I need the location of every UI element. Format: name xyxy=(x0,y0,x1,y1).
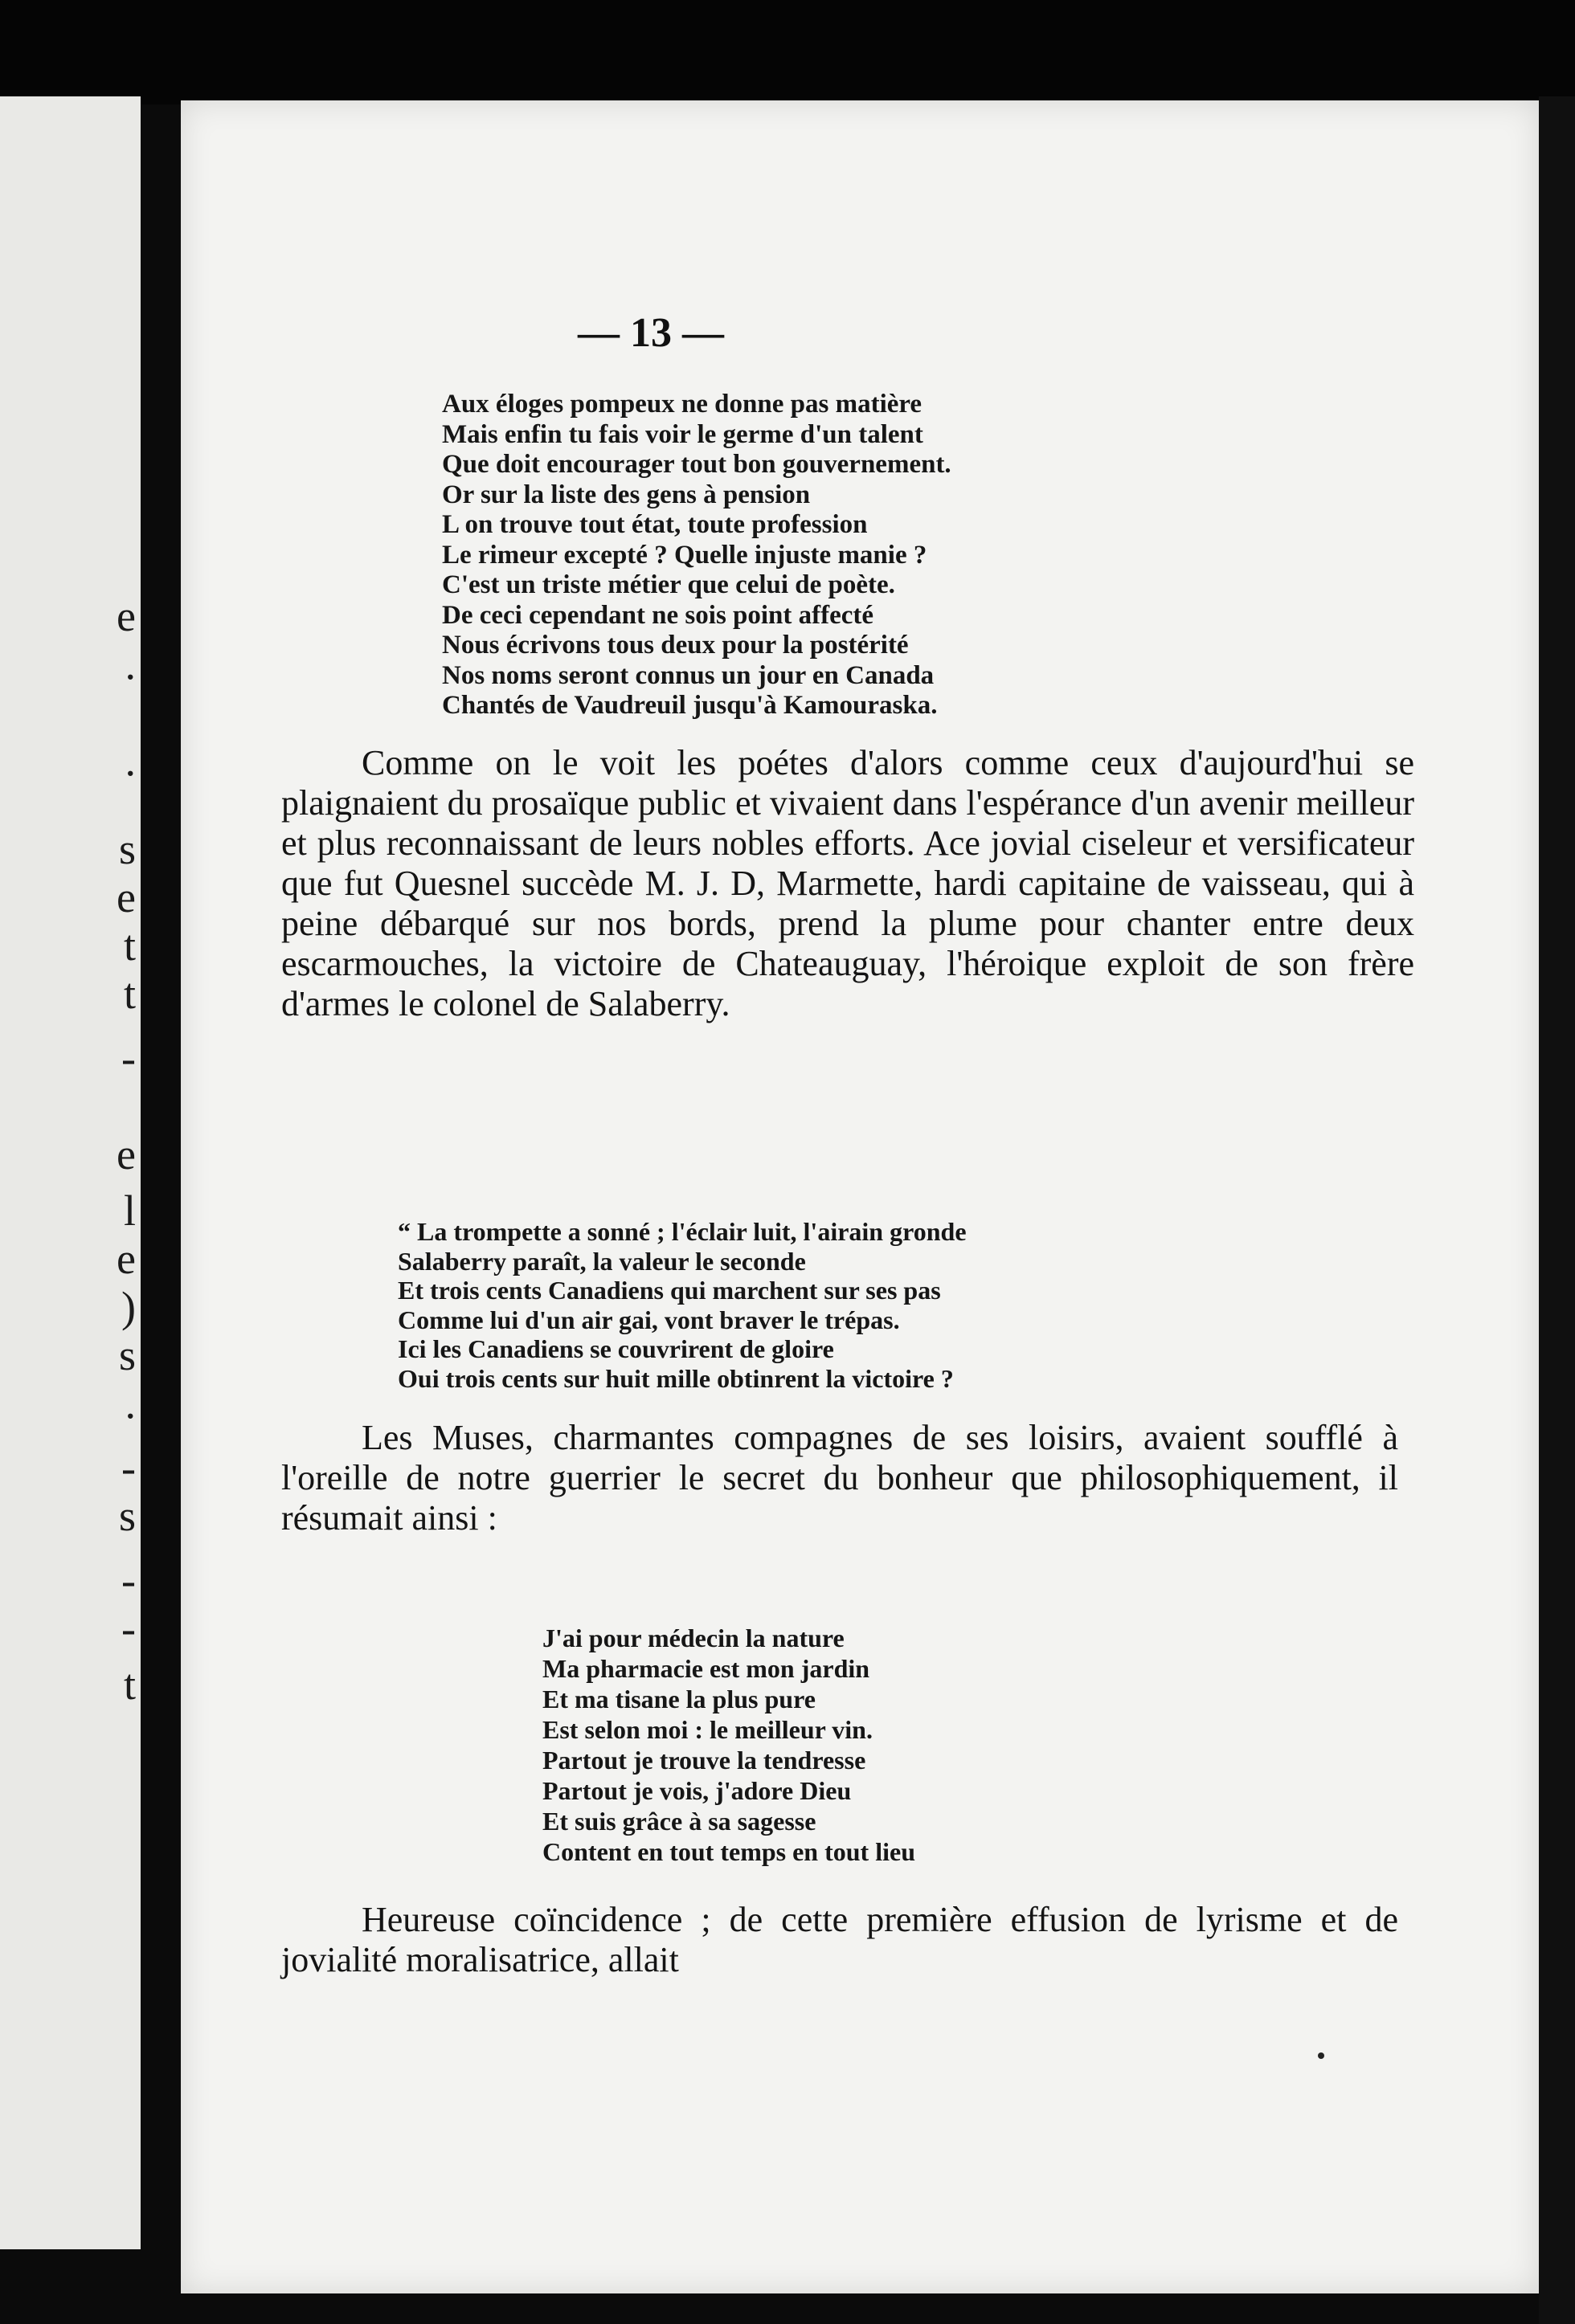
verse-line: Aux éloges pompeux ne donne pas matière xyxy=(442,390,922,419)
verse-line: Et trois cents Canadiens qui marchent sur ses pas xyxy=(398,1276,941,1305)
edge-char: t xyxy=(123,921,136,970)
edge-char: ) xyxy=(121,1283,136,1331)
verse-line: Que doit encourager tout bon gouvernement. xyxy=(442,450,951,479)
verse-line: Content en tout temps en tout lieu xyxy=(542,1837,915,1866)
poem-1 xyxy=(442,390,951,721)
verse-line: Mais enfin tu fais voir le germe d'un talent xyxy=(442,419,923,449)
edge-char: t xyxy=(123,970,136,1018)
edge-char: - xyxy=(121,1444,136,1492)
verse-line: “ La trompette a sonné ; l'éclair luit, l'airain gronde xyxy=(398,1217,967,1246)
page-number: — 13 — xyxy=(578,310,724,356)
verse-line: Salaberry paraît, la valeur le seconde xyxy=(398,1246,806,1276)
verse-line: De ceci cependant ne sois point affecté xyxy=(442,600,874,630)
document-page xyxy=(181,100,1539,2293)
paragraph-text: Les Muses, charmantes compagnes de ses loisirs, avaient soufflé à l'oreille de notre guerrier le secret du bonheur que philosophiquement, il résumait ainsi : xyxy=(281,1418,1398,1538)
verse-line: Nous écrivons tous deux pour la postérité xyxy=(442,631,909,660)
edge-char: e xyxy=(117,873,136,921)
verse-line: Comme lui d'un air gai, vont braver le trépas. xyxy=(398,1305,900,1334)
poem-2 xyxy=(398,1217,967,1393)
edge-char: - xyxy=(121,1604,136,1652)
paragraph-3 xyxy=(281,1900,1398,1980)
verse-line: Or sur la liste des gens à pension xyxy=(442,480,811,509)
scan-right-border xyxy=(1539,96,1575,2324)
verse-line: Et suis grâce à sa sagesse xyxy=(542,1807,816,1836)
verse-line: L on trouve tout état, toute profession xyxy=(442,510,868,539)
edge-char: l xyxy=(123,1187,136,1235)
paragraph-text: Heureuse coïncidence ; de cette première effusion de lyrisme et de jovialité moralisatrice, allait xyxy=(281,1900,1398,1979)
paragraph-text: Comme on le voit les poétes d'alors comme ceux d'aujourd'hui se plaignaient du prosaïque public et vivaient dans l'espérance d'un avenir meilleur et plus reconnaissant de leurs nobles efforts. Ace jovial ciseleur et versificateur que fut Quesnel succède M. J. D, Marmette, hardi capitaine de vaisseau, qui à peine débarqué sur nos bords, prend la plume pour chanter entre deux escarmouches, la victoire de Chateauguay, l'héroique exploit de son frère d'armes le colonel de Salaberry. xyxy=(281,743,1414,1023)
scan-top-border xyxy=(0,0,1575,104)
adjacent-page-edge xyxy=(0,96,141,2249)
verse-line: J'ai pour médecin la nature xyxy=(542,1624,845,1652)
verse-line: Le rimeur excepté ? Quelle injuste manie ? xyxy=(442,540,927,570)
verse-line: Et ma tisane la plus pure xyxy=(542,1685,816,1713)
edge-char: . xyxy=(125,1379,136,1427)
edge-char: t xyxy=(123,1660,136,1709)
ink-speck xyxy=(1318,2052,1324,2059)
edge-char: s xyxy=(118,1492,136,1540)
verse-line: Partout je trouve la tendresse xyxy=(542,1746,866,1775)
verse-line: Oui trois cents sur huit mille obtinrent la victoire ? xyxy=(398,1363,954,1393)
paragraph-1 xyxy=(281,743,1414,1024)
edge-char: - xyxy=(121,1556,136,1604)
verse-line: Chantés de Vaudreuil jusqu'à Kamouraska. xyxy=(442,691,938,720)
edge-char: . xyxy=(125,640,136,688)
verse-line: Est selon moi : le meilleur vin. xyxy=(542,1715,873,1744)
verse-line: Ma pharmacie est mon jardin xyxy=(542,1654,870,1683)
edge-char: e xyxy=(117,1130,136,1178)
paragraph-2 xyxy=(281,1418,1398,1538)
verse-line: Nos noms seront connus un jour en Canada xyxy=(442,660,935,690)
verse-line: Partout je vois, j'adore Dieu xyxy=(542,1776,852,1805)
edge-char: s xyxy=(118,825,136,873)
verse-line: C'est un triste métier que celui de poète. xyxy=(442,570,895,599)
edge-char: e xyxy=(117,592,136,640)
edge-char: e xyxy=(117,1235,136,1283)
verse-line: Ici les Canadiens se couvrirent de gloire xyxy=(398,1334,834,1363)
edge-char: . xyxy=(125,737,136,785)
poem-3 xyxy=(542,1623,915,1867)
edge-char: - xyxy=(121,1034,136,1082)
edge-char: s xyxy=(118,1331,136,1379)
